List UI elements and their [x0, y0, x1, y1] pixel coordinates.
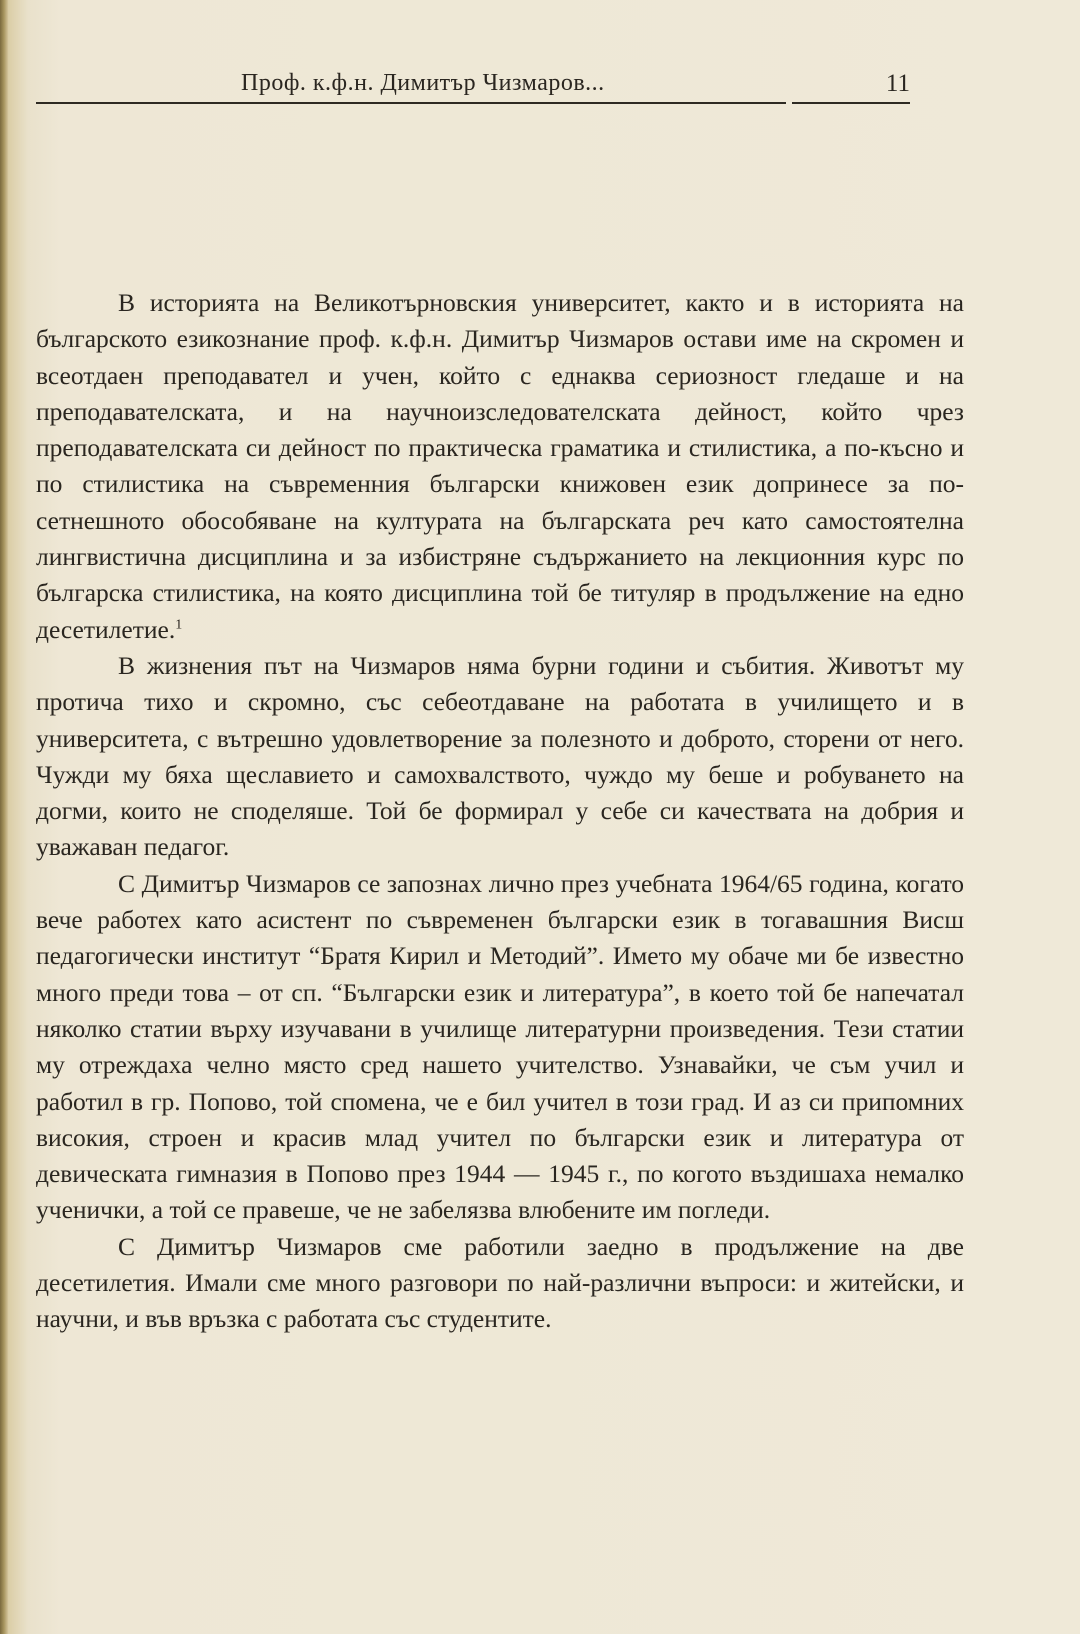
paragraph [36, 285, 964, 648]
paragraph [36, 648, 964, 866]
running-title: Проф. к.ф.н. Димитър Чизмаров... [241, 70, 605, 96]
paragraph-text: С Димитър Чизмаров сме работили заедно в продължение на две десетилетия. Имали сме много разговори по най-различни въпроси: и житейски, и научни, и във връзка с работата със студентите. [36, 1231, 964, 1334]
body-text [36, 285, 964, 1338]
paragraph-text: В историята на Великотърновския университет, както и в историята на българското езикознание проф. к.ф.н. Димитър Чизмаров остави име на скромен и всеотдаен преподавател и учен, който с еднаква сериозност гледаше и на преподавателската, и на научноизследователската дейност, който чрез преподавателската си дейност по практическа граматика и стилистика, а по-късно и по стилистика на съвременния български книжовен език допринесе за по-сетнешното обособяване на културата на българската реч като самостоятелна лингвистична дисциплина и за избистряне съдържанието на лекционния курс по българска стилистика, на която дисциплина той бе титуляр в продължение на едно десетилетие. [36, 288, 964, 644]
paragraph [36, 866, 964, 1229]
paragraph-text: С Димитър Чизмаров се запознах лично през учебната 1964/65 година, когато вече работех като асистент по съвременен български език в тогавашния Висш педагогически институт “Братя Кирил и Методий”. Името му обаче ми бе известно много преди това – от сп. “Български език и литература”, в което той бе напечатал няколко статии върху изучавани в училище литературни произведения. Тези статии му отреждаха челно място сред нашето учителство. Узнавайки, че съм учил и работил в гр. Попово, той спомена, че е бил учител в този град. И аз си припомних високия, строен и красив млад учител по български език и литература от девическата гимназия в Попово през 1944 — 1945 г., по когото въздишаха немалко ученички, а той се правеше, че не забелязва влюбените им погледи. [36, 868, 964, 1225]
paragraph [36, 1229, 964, 1338]
page-header [36, 64, 910, 104]
header-rule-break [786, 102, 792, 105]
footnote-marker: 1 [175, 617, 183, 633]
book-spine-edge [0, 0, 8, 1634]
paragraph-text: В жизнения път на Чизмаров няма бурни години и събития. Животът му протича тихо и скромно, със себеотдаване на работата в училището и в университета, с вътрешно удовлетворение за полезното и доброто, сторени от него. Чужди му бяха щеславието и самохвалството, чуждо му беше и робуването на догми, които не споделяше. Той бе формирал у себе си качествата на добрия и уважаван педагог. [36, 650, 964, 862]
page-number: 11 [885, 70, 910, 97]
header-rule [36, 102, 910, 104]
